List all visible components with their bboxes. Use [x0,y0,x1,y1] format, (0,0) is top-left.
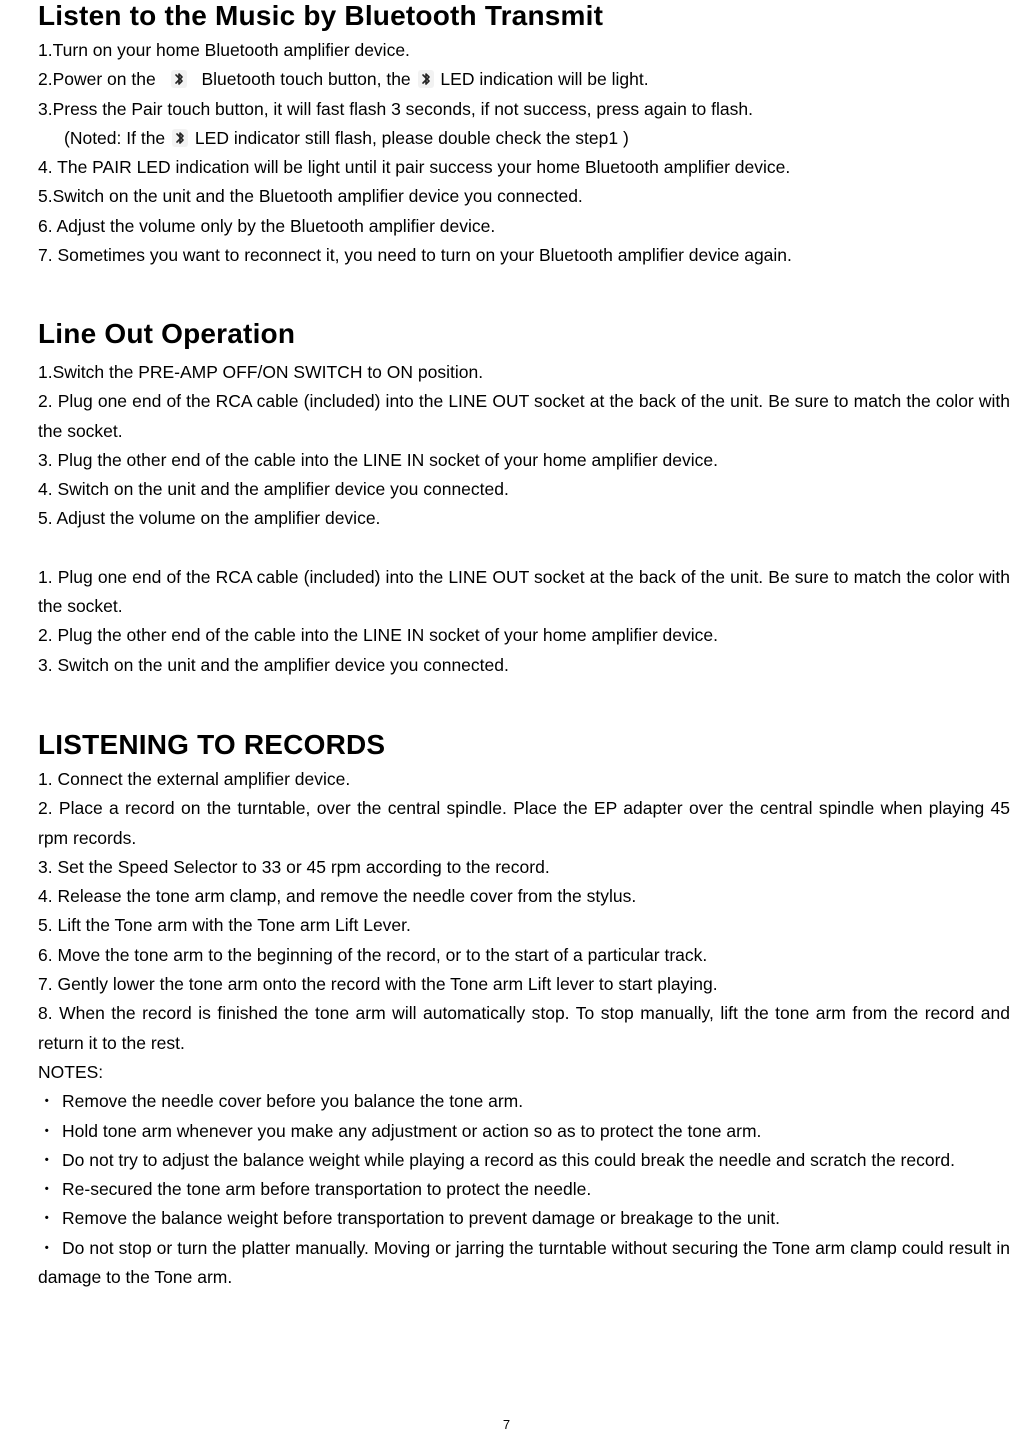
bluetooth-section [38,0,1010,270]
note-text: Do not stop or turn the platter manually. Moving or jarring the turntable without securing the Tone arm clamp could result in damage to the Tone arm. [38,1237,1010,1288]
records-step-3: 3. Set the Speed Selector to 33 or 45 rpm according to the record. [38,856,550,877]
bluetooth-step-3: 3.Press the Pair touch button, it will fast flash 3 seconds, if not success, press again to flash. [38,98,753,119]
records-step-8: 8. When the record is finished the tone arm will automatically stop. To stop manually, lift the tone arm from the record and return it to the rest. [38,1003,1010,1053]
bluetooth-note [38,124,1010,153]
line-out-alt-step-3: 3. Switch on the unit and the amplifier device you connected. [38,654,509,675]
bullet-mark: ・ [38,1237,56,1258]
bluetooth-note-text-a: (Noted: If the [64,127,166,148]
bullet-mark: ・ [38,1091,56,1112]
line-out-heading: Line Out Operation [38,318,296,349]
note-item [38,1204,1010,1233]
note-text: Do not try to adjust the balance weight while playing a record as this could break the needle and scratch the record. [62,1149,956,1170]
bullet-mark: ・ [38,1149,56,1170]
line-out-step-3: 3. Plug the other end of the cable into the LINE IN socket of your home amplifier device. [38,449,718,470]
records-heading: LISTENING TO RECORDS [38,729,386,760]
bluetooth-note-text-b: LED indicator still flash, please double check the step1 ) [194,127,629,148]
bluetooth-indicator-icon [172,129,188,147]
note-text: Remove the needle cover before you balance the tone arm. [62,1091,524,1112]
note-text: Hold tone arm whenever you make any adjustment or action so as to protect the tone arm. [62,1120,762,1141]
bullet-mark: ・ [38,1120,56,1141]
line-out-section [38,318,1010,680]
bluetooth-step-7: 7. Sometimes you want to reconnect it, you need to turn on your Bluetooth amplifier device again. [38,245,792,266]
bluetooth-icon [171,70,187,88]
records-step-4: 4. Release the tone arm clamp, and remove the needle cover from the stylus. [38,886,637,907]
bluetooth-step-5: 5.Switch on the unit and the Bluetooth amplifier device you connected. [38,186,583,207]
note-item [38,1234,1010,1293]
note-item [38,1117,1010,1146]
bluetooth-step-2-text-c: LED indication will be light. [440,69,649,90]
records-step-6: 6. Move the tone arm to the beginning of the record, or to the start of a particular track. [38,944,708,965]
note-item [38,1175,1010,1204]
notes-label: NOTES: [38,1061,104,1082]
records-step-5: 5. Lift the Tone arm with the Tone arm Lift Lever. [38,915,411,936]
bluetooth-heading: Listen to the Music by Bluetooth Transmit [38,0,604,31]
bluetooth-step-2-text-b: Bluetooth touch button, the [201,69,411,90]
note-text: Re-secured the tone arm before transportation to protect the needle. [62,1179,592,1200]
line-out-step-5: 5. Adjust the volume on the amplifier device. [38,508,381,529]
line-out-step-4: 4. Switch on the unit and the amplifier device you connected. [38,479,509,500]
bluetooth-step-2 [38,65,1010,94]
note-item [38,1146,1010,1175]
records-step-1: 1. Connect the external amplifier device. [38,769,351,789]
line-out-step-1: 1.Switch the PRE-AMP OFF/ON SWITCH to ON position. [38,362,484,382]
bullet-mark: ・ [38,1179,56,1200]
bluetooth-step-1: 1.Turn on your home Bluetooth amplifier device. [38,40,410,60]
bluetooth-step-2-text-a: 2.Power on the [38,69,156,90]
line-out-step-2: 2. Plug one end of the RCA cable (included) into the LINE OUT socket at the back of the unit. Be sure to match the color with the socket. [38,391,1010,441]
bluetooth-step-4: 4. The PAIR LED indication will be light until it pair success your home Bluetooth amplifier device. [38,157,791,178]
page-number: 7 [502,1417,511,1432]
note-text: Remove the balance weight before transportation to prevent damage or breakage to the unit. [62,1208,780,1229]
bluetooth-step-6: 6. Adjust the volume only by the Bluetooth amplifier device. [38,215,496,236]
records-step-7: 7. Gently lower the tone arm onto the record with the Tone arm Lift lever to start playing. [38,974,718,995]
line-out-alt-step-1: 1. Plug one end of the RCA cable (included) into the LINE OUT socket at the back of the unit. Be sure to match the color with the socket. [38,566,1010,617]
note-item [38,1087,1010,1116]
line-out-alt-step-2: 2. Plug the other end of the cable into the LINE IN socket of your home amplifier device. [38,625,718,646]
records-section [38,729,1010,1292]
bullet-mark: ・ [38,1208,56,1229]
records-step-2: 2. Place a record on the turntable, over the central spindle. Place the EP adapter over the central spindle when playing 45 rpm records. [38,798,1010,848]
bluetooth-led-icon [418,70,434,88]
